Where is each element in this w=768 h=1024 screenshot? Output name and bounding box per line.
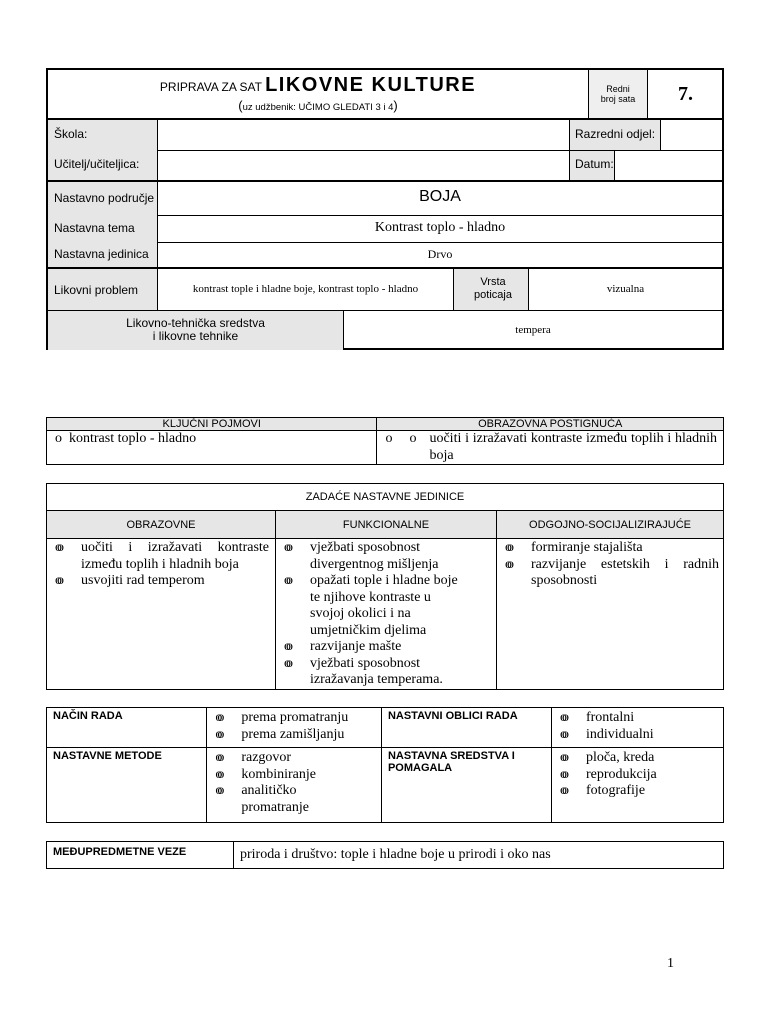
list-item: o o kombiniranje bbox=[207, 767, 381, 784]
funkcionalne-cell bbox=[276, 539, 497, 690]
document-title bbox=[48, 74, 588, 97]
list-item: o o vježbati sposobnost divergentnog mišljenja bbox=[276, 540, 466, 573]
sredstva-pomagala-cell bbox=[551, 748, 723, 823]
page-number: 1 bbox=[667, 956, 674, 971]
redni-broj-value: 7. bbox=[647, 70, 723, 118]
list-item: o o ploča, kreda bbox=[552, 750, 723, 767]
list-item: o o analitičko promatranje bbox=[207, 783, 381, 816]
lesson-header-form bbox=[46, 68, 724, 350]
kljucni-pojmovi-cell bbox=[47, 431, 377, 465]
medupredmetne-veze-label: MEĐUPREDMETNE VEZE bbox=[47, 842, 234, 869]
list-item: o o usvojiti rad temperom bbox=[47, 573, 269, 590]
tema-label: Nastavna tema bbox=[54, 221, 135, 235]
vrsta-poticaja-value: vizualna bbox=[606, 283, 645, 295]
obrazovna-postignuca-cell bbox=[377, 431, 724, 465]
sredstva-pomagala-label: NASTAVNA SREDSTVA I POMAGALA bbox=[381, 748, 551, 823]
podrucje-value: BOJA bbox=[419, 188, 461, 205]
obrazovne-cell bbox=[47, 539, 276, 690]
document-subtitle: (uz udžbenik: UČIMO GLEDATI 3 i 4) bbox=[238, 98, 398, 113]
title-prefix: PRIPRAVA ZA SAT bbox=[159, 80, 262, 94]
list-item: o o opažati tople i hladne boje te njihove kontraste u svojoj okolici i na umjetničkim djelima bbox=[276, 573, 466, 639]
podrucje-label: Nastavno područje bbox=[54, 191, 155, 205]
list-item: o o prema promatranju bbox=[207, 710, 381, 727]
list-item: o o razgovor bbox=[207, 750, 381, 767]
list-item: o o individualni bbox=[552, 727, 723, 744]
list-item: o o prema zamišljanju bbox=[207, 727, 381, 744]
nacin-rada-table bbox=[46, 707, 724, 823]
list-item: o kontrast toplo - hladno bbox=[47, 431, 376, 448]
list-item: o o formiranje stajališta bbox=[497, 540, 719, 557]
jedinica-value: Drvo bbox=[427, 247, 453, 261]
oblici-rada-cell bbox=[551, 708, 723, 748]
sredstva-tehnike-label: Likovno-tehnička sredstva i likovne tehnike bbox=[126, 316, 265, 343]
list-item: o o uočiti i izražavati kontraste između toplih i hladnih boja bbox=[377, 431, 717, 464]
oblici-rada-label: NASTAVNI OBLICI RADA bbox=[381, 708, 551, 748]
vrsta-poticaja-label: Vrsta poticaja bbox=[474, 276, 512, 301]
odgojno-cell bbox=[497, 539, 724, 690]
list-item: o o reprodukcija bbox=[552, 767, 723, 784]
kljucni-pojmovi-header: KLJUČNI POJMOVI bbox=[47, 418, 377, 431]
title-subject: LIKOVNE KULTURE bbox=[265, 74, 477, 96]
list-item: o o razvijanje estetskih i radnih sposobnosti bbox=[497, 557, 719, 590]
zadace-title: ZADAĆE NASTAVNE JEDINICE bbox=[47, 484, 724, 511]
medupredmetne-veze-table bbox=[46, 841, 724, 869]
datum-label: Datum: bbox=[575, 157, 614, 171]
header-title-row bbox=[48, 70, 722, 120]
likovni-problem-label: Likovni problem bbox=[54, 283, 139, 297]
medupredmetne-veze-value: priroda i društvo: tople i hladne boje u prirodi i oko nas bbox=[234, 842, 724, 869]
nacin-rada-label: NAČIN RADA bbox=[47, 708, 207, 748]
redni-broj-label: Redni broj sata bbox=[588, 70, 647, 118]
nastavne-metode-cell bbox=[207, 748, 382, 823]
zadace-table bbox=[46, 483, 724, 690]
nastavne-metode-label: NASTAVNE METODE bbox=[47, 748, 207, 823]
obrazovne-header: OBRAZOVNE bbox=[47, 511, 276, 539]
skola-label: Škola: bbox=[54, 127, 88, 141]
tema-value: Kontrast toplo - hladno bbox=[374, 220, 506, 235]
likovni-problem-value: kontrast tople i hladne boje, kontrast toplo - hladno bbox=[192, 283, 419, 295]
razredni-odjel-label: Razredni odjel: bbox=[575, 127, 656, 141]
list-item: o o razvijanje mašte bbox=[276, 639, 466, 656]
odgojno-header: ODGOJNO-SOCIJALIZIRAJUĆE bbox=[497, 511, 724, 539]
list-item: o o uočiti i izražavati kontraste između toplih i hladnih boja bbox=[47, 540, 269, 573]
sredstva-tehnike-value: tempera bbox=[515, 324, 551, 336]
subtitle-text: uz udžbenik: UČIMO GLEDATI 3 i 4 bbox=[242, 102, 394, 113]
funkcionalne-header: FUNKCIONALNE bbox=[276, 511, 497, 539]
jedinica-label: Nastavna jedinica bbox=[54, 247, 149, 261]
kljucni-pojmovi-table bbox=[46, 417, 724, 465]
list-item: o o vježbati sposobnost izražavanja temperama. bbox=[276, 656, 466, 689]
list-item: o o frontalni bbox=[552, 710, 723, 727]
obrazovna-postignuca-header: OBRAZOVNA POSTIGNUĆA bbox=[377, 418, 724, 431]
ucitelj-label: Učitelj/učiteljica: bbox=[54, 157, 140, 171]
list-item: o o fotografije bbox=[552, 783, 723, 800]
nacin-rada-cell bbox=[207, 708, 382, 748]
